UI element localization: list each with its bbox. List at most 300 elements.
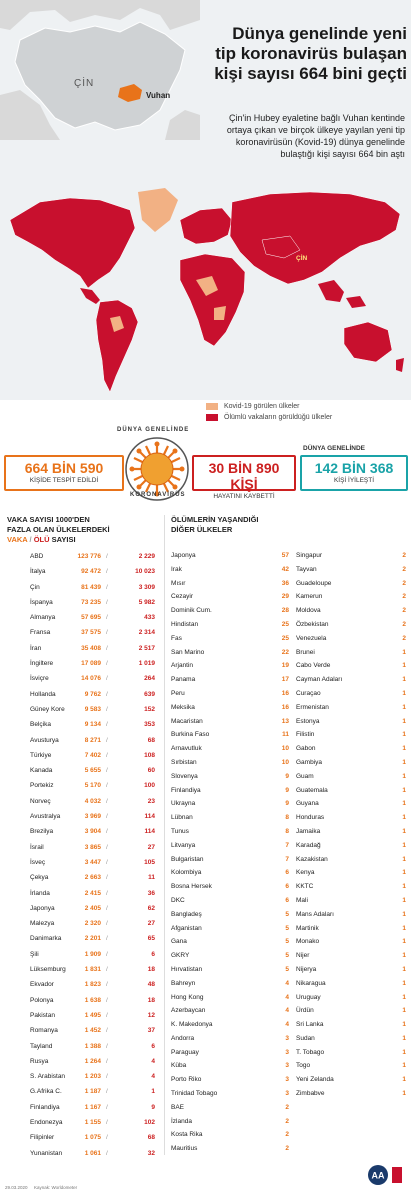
country-name: Nijerya	[296, 965, 317, 973]
death-count: 5	[285, 924, 289, 932]
case-count: 3 969	[84, 813, 101, 821]
table-row	[171, 866, 289, 880]
table-row	[30, 595, 155, 610]
table-row	[30, 870, 155, 885]
table-row	[171, 935, 289, 949]
cases-table	[30, 549, 155, 1161]
death-count: 1	[402, 1062, 406, 1070]
row-separator: /	[106, 751, 108, 759]
inset-country-label: ÇİN	[74, 78, 95, 89]
death-count: 1	[402, 676, 406, 684]
death-count: 1	[402, 758, 406, 766]
death-count: 2	[402, 607, 406, 615]
table-row	[171, 839, 289, 853]
death-count: 1	[402, 1034, 406, 1042]
table-row	[171, 673, 289, 687]
table-row	[171, 604, 289, 618]
country-name: İran	[30, 644, 42, 652]
country-name: Zimbabve	[296, 1090, 325, 1098]
death-count: 1	[402, 703, 406, 711]
country-name: Uruguay	[296, 993, 321, 1001]
row-separator: /	[106, 1118, 108, 1126]
table-row	[296, 673, 406, 687]
table-row	[296, 577, 406, 591]
row-separator: /	[106, 598, 108, 606]
map-legend	[206, 403, 332, 425]
country-name: Honduras	[296, 814, 325, 822]
aa-logo-text: AA	[371, 1170, 385, 1181]
country-name: Ekvador	[30, 981, 54, 989]
country-name: GKRY	[171, 952, 190, 960]
country-name: Fransa	[30, 629, 51, 637]
table-row	[30, 1054, 155, 1069]
case-count: 1 909	[84, 950, 101, 958]
row-separator: /	[106, 660, 108, 668]
death-count: 29	[281, 593, 289, 601]
country-name: Çekya	[30, 874, 49, 882]
death-count: 114	[144, 813, 155, 821]
row-separator: /	[106, 583, 108, 591]
death-count: 9	[285, 800, 289, 808]
row-separator: /	[106, 1149, 108, 1157]
death-count: 5	[285, 965, 289, 973]
case-count: 9 762	[84, 690, 101, 698]
table-row	[171, 894, 289, 908]
case-count: 1 264	[84, 1057, 101, 1065]
case-count: 1 831	[84, 966, 101, 974]
death-count: 2	[402, 565, 406, 573]
table-row	[30, 733, 155, 748]
table-row	[30, 748, 155, 763]
row-separator: /	[106, 904, 108, 912]
table-row	[296, 908, 406, 922]
death-count: 639	[144, 690, 155, 698]
ring-top-label: DÜNYA GENELİNDE	[117, 427, 190, 433]
table-row	[30, 931, 155, 946]
table-row	[296, 770, 406, 784]
table-row	[30, 702, 155, 717]
country-name: Estonya	[296, 717, 320, 725]
deaths-label: HAYATINI KAYBETTİ	[213, 493, 275, 500]
death-count: 36	[147, 889, 155, 897]
case-count: 7 402	[84, 751, 101, 759]
table-row	[171, 963, 289, 977]
row-separator: /	[106, 690, 108, 698]
country-name: S. Arabistan	[30, 1073, 66, 1081]
table-row	[171, 715, 289, 729]
death-count: 3	[285, 1062, 289, 1070]
table-row	[30, 610, 155, 625]
death-count: 17	[281, 676, 289, 684]
row-separator: /	[106, 614, 108, 622]
table-row	[296, 728, 406, 742]
death-count: 2 517	[138, 644, 155, 652]
death-count: 3	[285, 1076, 289, 1084]
death-count: 12	[147, 1011, 155, 1019]
column-divider	[164, 515, 165, 1155]
table-row	[296, 742, 406, 756]
death-count: 68	[147, 1134, 155, 1142]
table-row	[171, 563, 289, 577]
row-separator: /	[106, 705, 108, 713]
country-name: Venezuela	[296, 634, 327, 642]
country-name: San Marino	[171, 648, 205, 656]
table-row	[30, 977, 155, 992]
deaths-table-col2	[296, 549, 406, 1101]
table-row	[171, 646, 289, 660]
country-name: Rusya	[30, 1057, 49, 1065]
table-row	[296, 991, 406, 1005]
table-row	[296, 549, 406, 563]
death-count: 353	[144, 721, 155, 729]
death-count: 1	[402, 952, 406, 960]
case-count: 57 695	[81, 614, 101, 622]
death-count: 114	[144, 828, 155, 836]
country-name: Filipinler	[30, 1134, 55, 1142]
row-separator: /	[106, 935, 108, 943]
deaths-box	[192, 455, 296, 500]
row-separator: /	[106, 1042, 108, 1050]
country-name: KKTC	[296, 883, 314, 891]
death-count: 4	[285, 1007, 289, 1015]
country-name: G.Afrika C.	[30, 1088, 62, 1096]
table-row	[30, 1130, 155, 1145]
case-count: 9 583	[84, 705, 101, 713]
death-count: 1	[402, 979, 406, 987]
table-row	[30, 549, 155, 564]
row-separator: /	[106, 1088, 108, 1096]
table-row	[30, 763, 155, 778]
death-count: 1	[402, 786, 406, 794]
country-name: Bangladeş	[171, 910, 202, 918]
row-separator: /	[106, 858, 108, 866]
table-row	[171, 1115, 289, 1129]
country-name: Japonya	[30, 904, 55, 912]
case-count: 1 452	[84, 1027, 101, 1035]
death-count: 1	[402, 745, 406, 753]
deaths-number: 30 BİN 890 KİŞİ	[208, 460, 280, 492]
table-row	[296, 646, 406, 660]
table-row	[30, 794, 155, 809]
country-name: Macaristan	[171, 717, 203, 725]
death-count: 1	[402, 993, 406, 1001]
death-count: 10	[281, 745, 289, 753]
country-name: Almanya	[30, 614, 56, 622]
case-count: 3 865	[84, 843, 101, 851]
case-count: 2 415	[84, 889, 101, 897]
country-name: Mauritius	[171, 1145, 198, 1153]
country-name: Afganistan	[171, 924, 202, 932]
country-name: Sri Lanka	[296, 1021, 324, 1029]
row-separator: /	[106, 721, 108, 729]
death-count: 1	[402, 772, 406, 780]
country-name: Azerbaycan	[171, 1007, 206, 1015]
country-name: Moldova	[296, 607, 321, 615]
death-count: 4	[285, 979, 289, 987]
table-row	[171, 770, 289, 784]
country-name: Danimarka	[30, 935, 62, 943]
case-count: 123 776	[77, 553, 101, 560]
row-separator: /	[106, 736, 108, 744]
right-title-line1: ÖLÜMLERİN YAŞANDIĞI	[171, 515, 259, 524]
case-count: 37 575	[81, 629, 101, 637]
death-count: 8	[285, 827, 289, 835]
country-name: Martinik	[296, 924, 319, 932]
country-name: Togo	[296, 1062, 311, 1070]
table-row	[30, 1115, 155, 1130]
country-name: İtalya	[30, 568, 46, 576]
death-count: 1	[402, 800, 406, 808]
death-count: 6	[151, 950, 155, 958]
death-count: 7	[285, 841, 289, 849]
country-name: Fas	[171, 634, 182, 642]
table-row	[296, 563, 406, 577]
death-count: 7	[285, 855, 289, 863]
table-row	[171, 949, 289, 963]
table-row	[30, 1084, 155, 1099]
table-row	[171, 618, 289, 632]
death-count: 2 314	[138, 629, 155, 637]
table-row	[30, 1023, 155, 1038]
country-name: BAE	[171, 1103, 185, 1111]
row-separator: /	[106, 889, 108, 897]
table-row	[30, 1069, 155, 1084]
table-row	[296, 784, 406, 798]
death-count: 25	[281, 620, 289, 628]
country-name: Singapur	[296, 552, 323, 559]
death-count: 1	[402, 1048, 406, 1056]
table-row	[296, 1059, 406, 1073]
country-name: Hollanda	[30, 690, 56, 698]
death-count: 25	[281, 634, 289, 642]
table-row	[296, 866, 406, 880]
table-row	[171, 1046, 289, 1060]
death-count: 10	[281, 758, 289, 766]
table-row	[171, 784, 289, 798]
deaths-table-col1	[171, 549, 289, 1156]
death-count: 9	[151, 1103, 155, 1111]
country-name: Kazakistan	[296, 855, 328, 863]
death-count: 9	[285, 786, 289, 794]
country-name: Jamaika	[296, 827, 321, 835]
world-map	[0, 180, 411, 400]
death-count: 8	[285, 814, 289, 822]
table-row	[30, 993, 155, 1008]
country-name: T. Tobago	[296, 1048, 325, 1056]
table-row	[171, 632, 289, 646]
table-row	[171, 687, 289, 701]
row-separator: /	[106, 950, 108, 958]
recovered-label: KİŞİ İYİLEŞTİ	[333, 477, 375, 484]
country-name: Tunus	[171, 827, 189, 835]
row-separator: /	[106, 1057, 108, 1065]
case-count: 1 075	[84, 1134, 101, 1142]
death-count: 1	[402, 869, 406, 877]
table-row	[296, 590, 406, 604]
cases-number: 664 BİN 590	[24, 460, 104, 476]
country-name: Guadeloupe	[296, 579, 332, 587]
inset-city-label: Vuhan	[146, 91, 171, 100]
table-row	[296, 756, 406, 770]
right-title-line2: DİĞER ÜLKELER	[171, 525, 233, 534]
country-name: İsrail	[30, 843, 44, 851]
table-row	[30, 824, 155, 839]
death-count: 32	[147, 1149, 155, 1157]
death-count: 4	[151, 1073, 155, 1081]
legend-label-death: Ölümlü vakaların görüldüğü ülkeler	[224, 414, 333, 421]
row-separator: /	[106, 1134, 108, 1142]
country-name: Bulgaristan	[171, 855, 204, 863]
country-name: Dominik Cum.	[171, 607, 212, 615]
death-count: 6	[151, 1042, 155, 1050]
country-name: Yeni Zelanda	[296, 1076, 334, 1084]
row-separator: /	[106, 553, 108, 560]
country-name: Avusturya	[30, 736, 59, 744]
table-row	[296, 880, 406, 894]
case-count: 1 203	[84, 1073, 101, 1081]
left-table-title	[7, 515, 147, 545]
row-separator: /	[106, 644, 108, 652]
country-name: K. Makedonya	[171, 1021, 213, 1029]
death-count: 1	[402, 924, 406, 932]
legend-swatch-death	[206, 414, 218, 421]
country-name: Kamerun	[296, 593, 323, 601]
table-row	[296, 949, 406, 963]
legend-item-death	[206, 414, 332, 421]
death-count: 36	[281, 579, 289, 587]
left-title-vaka: VAKA	[7, 535, 28, 544]
case-count: 5 655	[84, 767, 101, 775]
death-count: 5	[285, 938, 289, 946]
left-title-line1: VAKA SAYISI 1000'DEN	[7, 515, 90, 524]
country-name: Özbekistan	[296, 620, 329, 628]
death-count: 2	[285, 1117, 289, 1125]
table-row	[171, 853, 289, 867]
table-row	[171, 922, 289, 936]
country-name: Lübnan	[171, 814, 193, 822]
legend-item-seen	[206, 403, 332, 410]
table-row	[30, 717, 155, 732]
death-count: 1	[402, 883, 406, 891]
country-name: DKC	[171, 896, 185, 904]
death-count: 65	[147, 935, 155, 943]
death-count: 5 982	[138, 598, 155, 606]
recovered-box	[300, 455, 408, 491]
footer-date: 29.03.2020	[5, 1185, 28, 1190]
death-count: 2	[402, 620, 406, 628]
map-china-label: ÇİN	[296, 255, 308, 262]
country-name: Finlandiya	[171, 786, 201, 794]
country-name: Polonya	[30, 996, 54, 1004]
country-name: ABD	[30, 553, 44, 560]
row-separator: /	[106, 1027, 108, 1035]
country-name: Hindistan	[171, 620, 199, 628]
death-count: 1	[402, 1021, 406, 1029]
table-row	[296, 715, 406, 729]
row-separator: /	[106, 568, 108, 576]
table-row	[30, 840, 155, 855]
death-count: 1	[402, 827, 406, 835]
footer-source: Kaynak: Worldometer	[34, 1185, 78, 1190]
death-count: 1	[402, 910, 406, 918]
case-count: 8 271	[84, 736, 101, 744]
table-row	[171, 908, 289, 922]
table-row	[296, 1032, 406, 1046]
table-row	[296, 935, 406, 949]
country-name: Karadağ	[296, 841, 321, 849]
country-name: Guam	[296, 772, 314, 780]
table-row	[171, 701, 289, 715]
country-name: Romanya	[30, 1027, 58, 1035]
death-count: 2	[285, 1131, 289, 1139]
death-count: 6	[285, 883, 289, 891]
death-count: 19	[281, 662, 289, 670]
country-name: Hırvatistan	[171, 965, 203, 973]
table-row	[30, 564, 155, 579]
table-row	[296, 1087, 406, 1101]
table-row	[171, 742, 289, 756]
table-row	[171, 977, 289, 991]
row-separator: /	[106, 1103, 108, 1111]
death-count: 1 019	[138, 660, 155, 668]
country-name: Japonya	[171, 552, 196, 559]
death-count: 4	[285, 993, 289, 1001]
country-name: Ukrayna	[171, 800, 196, 808]
table-row	[30, 580, 155, 595]
country-name: Küba	[171, 1062, 187, 1070]
death-count: 1	[402, 648, 406, 656]
table-row	[30, 1100, 155, 1115]
country-name: Mısır	[171, 579, 186, 587]
death-count: 2	[285, 1145, 289, 1153]
case-count: 9 134	[84, 721, 101, 729]
row-separator: /	[106, 843, 108, 851]
table-row	[171, 1004, 289, 1018]
death-count: 1	[402, 965, 406, 973]
row-separator: /	[106, 629, 108, 637]
country-name: Pakistan	[30, 1011, 55, 1019]
death-count: 48	[147, 981, 155, 989]
table-row	[296, 632, 406, 646]
table-row	[171, 1032, 289, 1046]
death-count: 42	[281, 565, 289, 573]
country-name: Kenya	[296, 869, 315, 877]
death-count: 1	[402, 855, 406, 863]
death-count: 1	[402, 1007, 406, 1015]
country-name: Mans Adaları	[296, 910, 334, 918]
case-count: 81 439	[81, 583, 101, 591]
case-count: 1 638	[84, 996, 101, 1004]
table-row	[171, 728, 289, 742]
table-row	[296, 687, 406, 701]
death-count: 11	[148, 874, 155, 882]
country-name: Slovenya	[171, 772, 198, 780]
death-count: 13	[281, 717, 289, 725]
country-name: Porto Riko	[171, 1076, 202, 1084]
death-count: 433	[144, 614, 155, 622]
death-count: 1	[402, 938, 406, 946]
death-count: 2	[402, 634, 406, 642]
case-count: 3 447	[84, 858, 101, 866]
table-row	[30, 625, 155, 640]
cases-box	[4, 455, 124, 491]
case-count: 3 904	[84, 828, 101, 836]
country-name: Şili	[30, 950, 39, 958]
row-separator: /	[106, 966, 108, 974]
table-row	[171, 825, 289, 839]
table-row	[30, 962, 155, 977]
death-count: 3	[285, 1048, 289, 1056]
